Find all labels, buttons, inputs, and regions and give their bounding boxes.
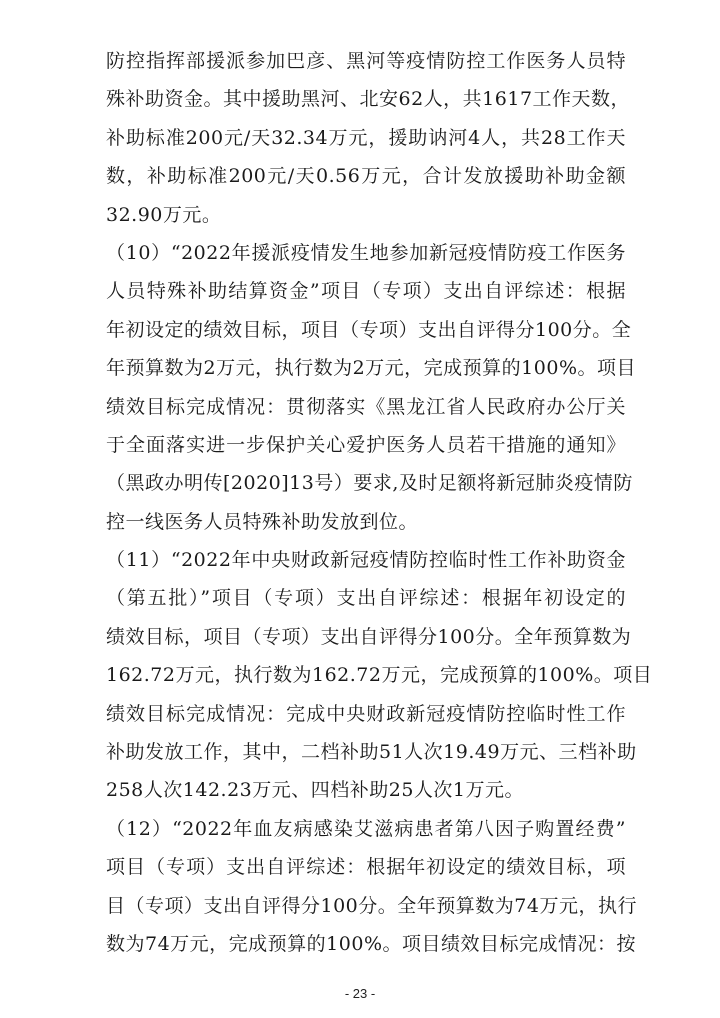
- text-line: （第五批）”项目（专项）支出自评综述：根据年初设定的: [106, 587, 626, 610]
- text-line: 于全面落实进一步保护关心爱护医务人员若干措施的通知》: [106, 433, 626, 456]
- text-line: 162.72万元，执行数为162.72万元，完成预算的100%。项目: [106, 664, 653, 687]
- paragraph-10: [106, 234, 636, 541]
- text-line: 补助发放工作，其中，二档补助51人次19.49万元、三档补助: [106, 741, 637, 764]
- text-line: 32.90万元。: [106, 203, 222, 226]
- paragraph-9-continuation: [106, 42, 631, 234]
- page-number: - 23 -: [344, 986, 376, 1001]
- paragraph-11: [106, 541, 653, 810]
- text-line: 目（专项）支出自评得分100分。全年预算数为74万元，执行: [106, 894, 637, 917]
- text-line: 控一线医务人员特殊补助发放到位。: [106, 510, 419, 533]
- text-line: 绩效目标完成情况：完成中央财政新冠疫情防控临时性工作: [106, 702, 626, 725]
- text-line: 数，补助标准200元/天0.56万元，合计发放援助补助金额: [106, 165, 626, 188]
- text-line: （黑政办明传[2020]13号）要求,及时足额将新冠肺炎疫情防: [106, 472, 633, 495]
- text-line: 殊补助资金。其中援助黑河、北安62人，共1617工作天数，: [106, 88, 631, 111]
- text-line: 项目（专项）支出自评综述：根据年初设定的绩效目标，项: [106, 856, 626, 879]
- paragraph-12: [106, 810, 637, 964]
- text-line: 258人次142.23万元、四档补助25人次1万元。: [106, 779, 525, 802]
- text-line: 年初设定的绩效目标，项目（专项）支出自评得分100分。全: [106, 318, 632, 341]
- text-line: （10）“2022年援派疫情发生地参加新冠疫情防疫工作医务: [106, 241, 626, 264]
- text-line: 人员特殊补助结算资金”项目（专项）支出自评综述：根据: [106, 280, 626, 303]
- text-line: 补助标准200元/天32.34万元，援助讷河4人，共28工作天: [106, 126, 626, 149]
- text-line: 防控指挥部援派参加巴彦、黑河等疫情防控工作医务人员特: [106, 50, 626, 72]
- text-line: （12）“2022年血友病感染艾滋病患者第八因子购置经费”: [106, 817, 626, 840]
- text-line: 数为74万元，完成预算的100%。项目绩效目标完成情况：按: [106, 932, 636, 955]
- text-line: 绩效目标，项目（专项）支出自评得分100分。全年预算数为: [106, 625, 632, 648]
- text-line: 绩效目标完成情况：贯彻落实《黑龙江省人民政府办公厅关: [106, 395, 626, 418]
- text-line: 年预算数为2万元，执行数为2万元，完成预算的100%。项目: [106, 357, 636, 380]
- text-line: （11）“2022年中央财政新冠疫情防控临时性工作补助资金: [106, 549, 626, 572]
- document-body: [106, 42, 653, 963]
